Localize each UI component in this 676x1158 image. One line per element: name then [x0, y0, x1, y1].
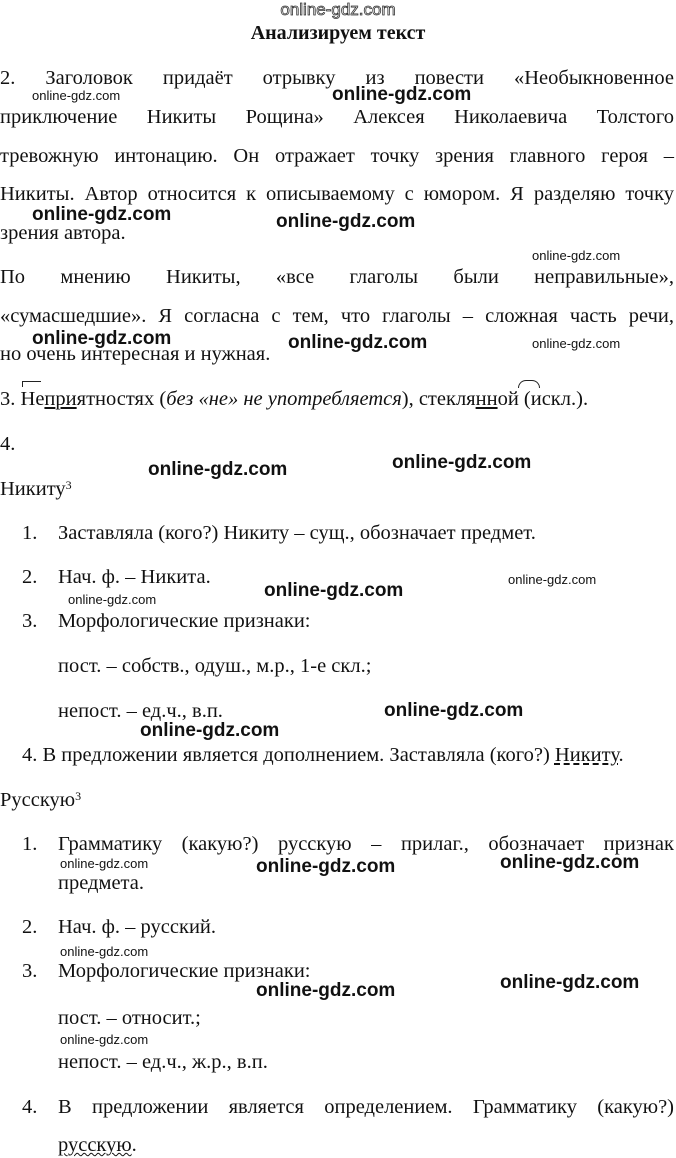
watermark-text: online-gdz.com — [32, 204, 172, 225]
russkuyu-nonconst-features: непост. – ед.ч., ж.р., в.п. — [58, 1051, 268, 1073]
nikita-const-features: пост. – собств., одуш., м.р., 1-е скл.; — [58, 655, 372, 677]
p3-suffix-nn: нн — [475, 388, 498, 410]
nikita-item-1-number: 1. — [22, 522, 38, 544]
p2b-line-3: но очень интересная и нужная. — [0, 343, 271, 365]
watermark-text: online-gdz.com — [32, 328, 172, 349]
prefix-mark — [22, 381, 41, 387]
p3-part-f: ), стекля — [401, 388, 476, 410]
p3-prefix-ne: е — [35, 388, 45, 410]
p2b-line-1: По мнению Никиты, «все глаголы были неправильные», — [0, 266, 674, 288]
nikita-item-3-text: Морфологические признаки: — [58, 610, 311, 632]
russkuyu-item-2 — [22, 914, 216, 940]
nikita-item-1-text: Заставляла (кого?) Никиту – сущ., обозначает предмет. — [58, 522, 536, 544]
russkuyu-item-2-number: 2. — [22, 916, 38, 938]
nikita-heading-text: Никиту — [0, 478, 66, 500]
watermark-text: online-gdz.com — [276, 211, 416, 232]
russkuyu-heading — [0, 787, 81, 813]
p3-part-a: 3. Н — [0, 388, 36, 410]
watermark-text: online-gdz.com — [32, 88, 121, 103]
russkuyu-item-4-cont — [58, 1132, 137, 1158]
nikita-item-3-number: 3. — [22, 610, 38, 632]
russkuyu-item-1-line: Грамматику (какую?) русскую – прилаг., обозначает признак — [58, 833, 674, 855]
watermark-text: online-gdz.com — [256, 856, 396, 877]
watermark-text: online-gdz.com — [140, 720, 280, 741]
watermark-text: online-gdz.com — [332, 84, 472, 105]
nikita-item-3 — [22, 608, 311, 634]
watermark-text: online-gdz.com — [288, 332, 428, 353]
p2-line-2: приключение Никиты Рощина» Алексея Николаевича Толстого — [0, 106, 674, 128]
russkuyu-item-3-text: Морфологические признаки: — [58, 960, 311, 982]
watermark-text: online-gdz.com — [500, 972, 640, 993]
nikita-item-1 — [22, 520, 536, 546]
suffix-mark — [518, 380, 540, 388]
nikita-item-4-text: 4. В предложении является дополнением. Заставляла (кого?) — [22, 744, 555, 766]
nikita-item-2 — [22, 564, 211, 590]
nikita-nonconst-features: непост. – ед.ч., в.п. — [58, 700, 223, 722]
p2-line-5: зрения автора. — [0, 222, 126, 244]
nikita-item-2-number: 2. — [22, 566, 38, 588]
watermark-text: online-gdz.com — [532, 248, 621, 263]
watermark-text: online-gdz.com — [60, 1032, 149, 1047]
nikita-heading-sup: 3 — [65, 478, 72, 492]
p3-prefix-p: п — [44, 388, 56, 410]
top-watermark: online-gdz.com — [280, 0, 396, 19]
watermark-text: online-gdz.com — [256, 980, 396, 1001]
nikita-item-4-suffix: . — [618, 744, 624, 766]
nikita-heading — [0, 476, 72, 502]
watermark-text: online-gdz.com — [60, 856, 149, 871]
russkuyu-item-4-line: В предложении является определением. Грамматику (какую?) — [58, 1096, 674, 1118]
russkuyu-item-1-number: 1. — [22, 833, 38, 855]
russkuyu-item-3-number: 3. — [22, 960, 38, 982]
p2-line-1: 2. Заголовок придаёт отрывку из повести «Необыкновенное — [0, 67, 674, 89]
p2b-line-2: «сумасшедшие». Я согласна с тем, что глаголы – сложная часть речи, — [0, 305, 674, 327]
p2-line-3: тревожную интонацию. Он отражает точку зрения главного героя – — [0, 145, 674, 167]
watermark-text: online-gdz.com — [508, 572, 597, 587]
watermark-text: online-gdz.com — [264, 580, 404, 601]
russkuyu-item-1-cont: предмета. — [58, 872, 144, 894]
russkuyu-item-4-suffix: . — [131, 1134, 137, 1156]
p3-part-h: ой (искл.). — [497, 388, 589, 410]
nikita-item-4-object: Никиту — [554, 744, 619, 766]
watermark-text: online-gdz.com — [384, 700, 524, 721]
russkuyu-item-4-number: 4. — [22, 1096, 38, 1118]
p2-line-4: Никиты. Автор относится к описываемому с юмором. Я разделяю точку — [0, 183, 674, 205]
russkuyu-item-4-attribute: русскую — [58, 1134, 132, 1156]
page-title: Анализируем текст — [250, 22, 426, 44]
watermark-text: online-gdz.com — [68, 592, 157, 607]
p3-line — [0, 386, 588, 412]
watermark-text: online-gdz.com — [148, 459, 288, 480]
p3-part-ri: ри — [55, 388, 77, 410]
russkuyu-heading-sup: 3 — [75, 789, 82, 803]
section-4-number: 4. — [0, 433, 16, 455]
watermark-text: online-gdz.com — [532, 336, 621, 351]
watermark-text: online-gdz.com — [60, 944, 149, 959]
p3-italic-note: без «не» не употребляется — [166, 388, 402, 410]
watermark-text: online-gdz.com — [392, 452, 532, 473]
p3-part-e: ятностях ( — [76, 388, 167, 410]
watermark-text: online-gdz.com — [500, 852, 640, 873]
nikita-item-4 — [22, 742, 624, 768]
russkuyu-heading-text: Русскую — [0, 789, 76, 811]
nikita-item-2-text: Нач. ф. – Никита. — [58, 566, 211, 588]
russkuyu-const-features: пост. – относит.; — [58, 1007, 201, 1029]
russkuyu-item-2-text: Нач. ф. – русский. — [58, 916, 217, 938]
